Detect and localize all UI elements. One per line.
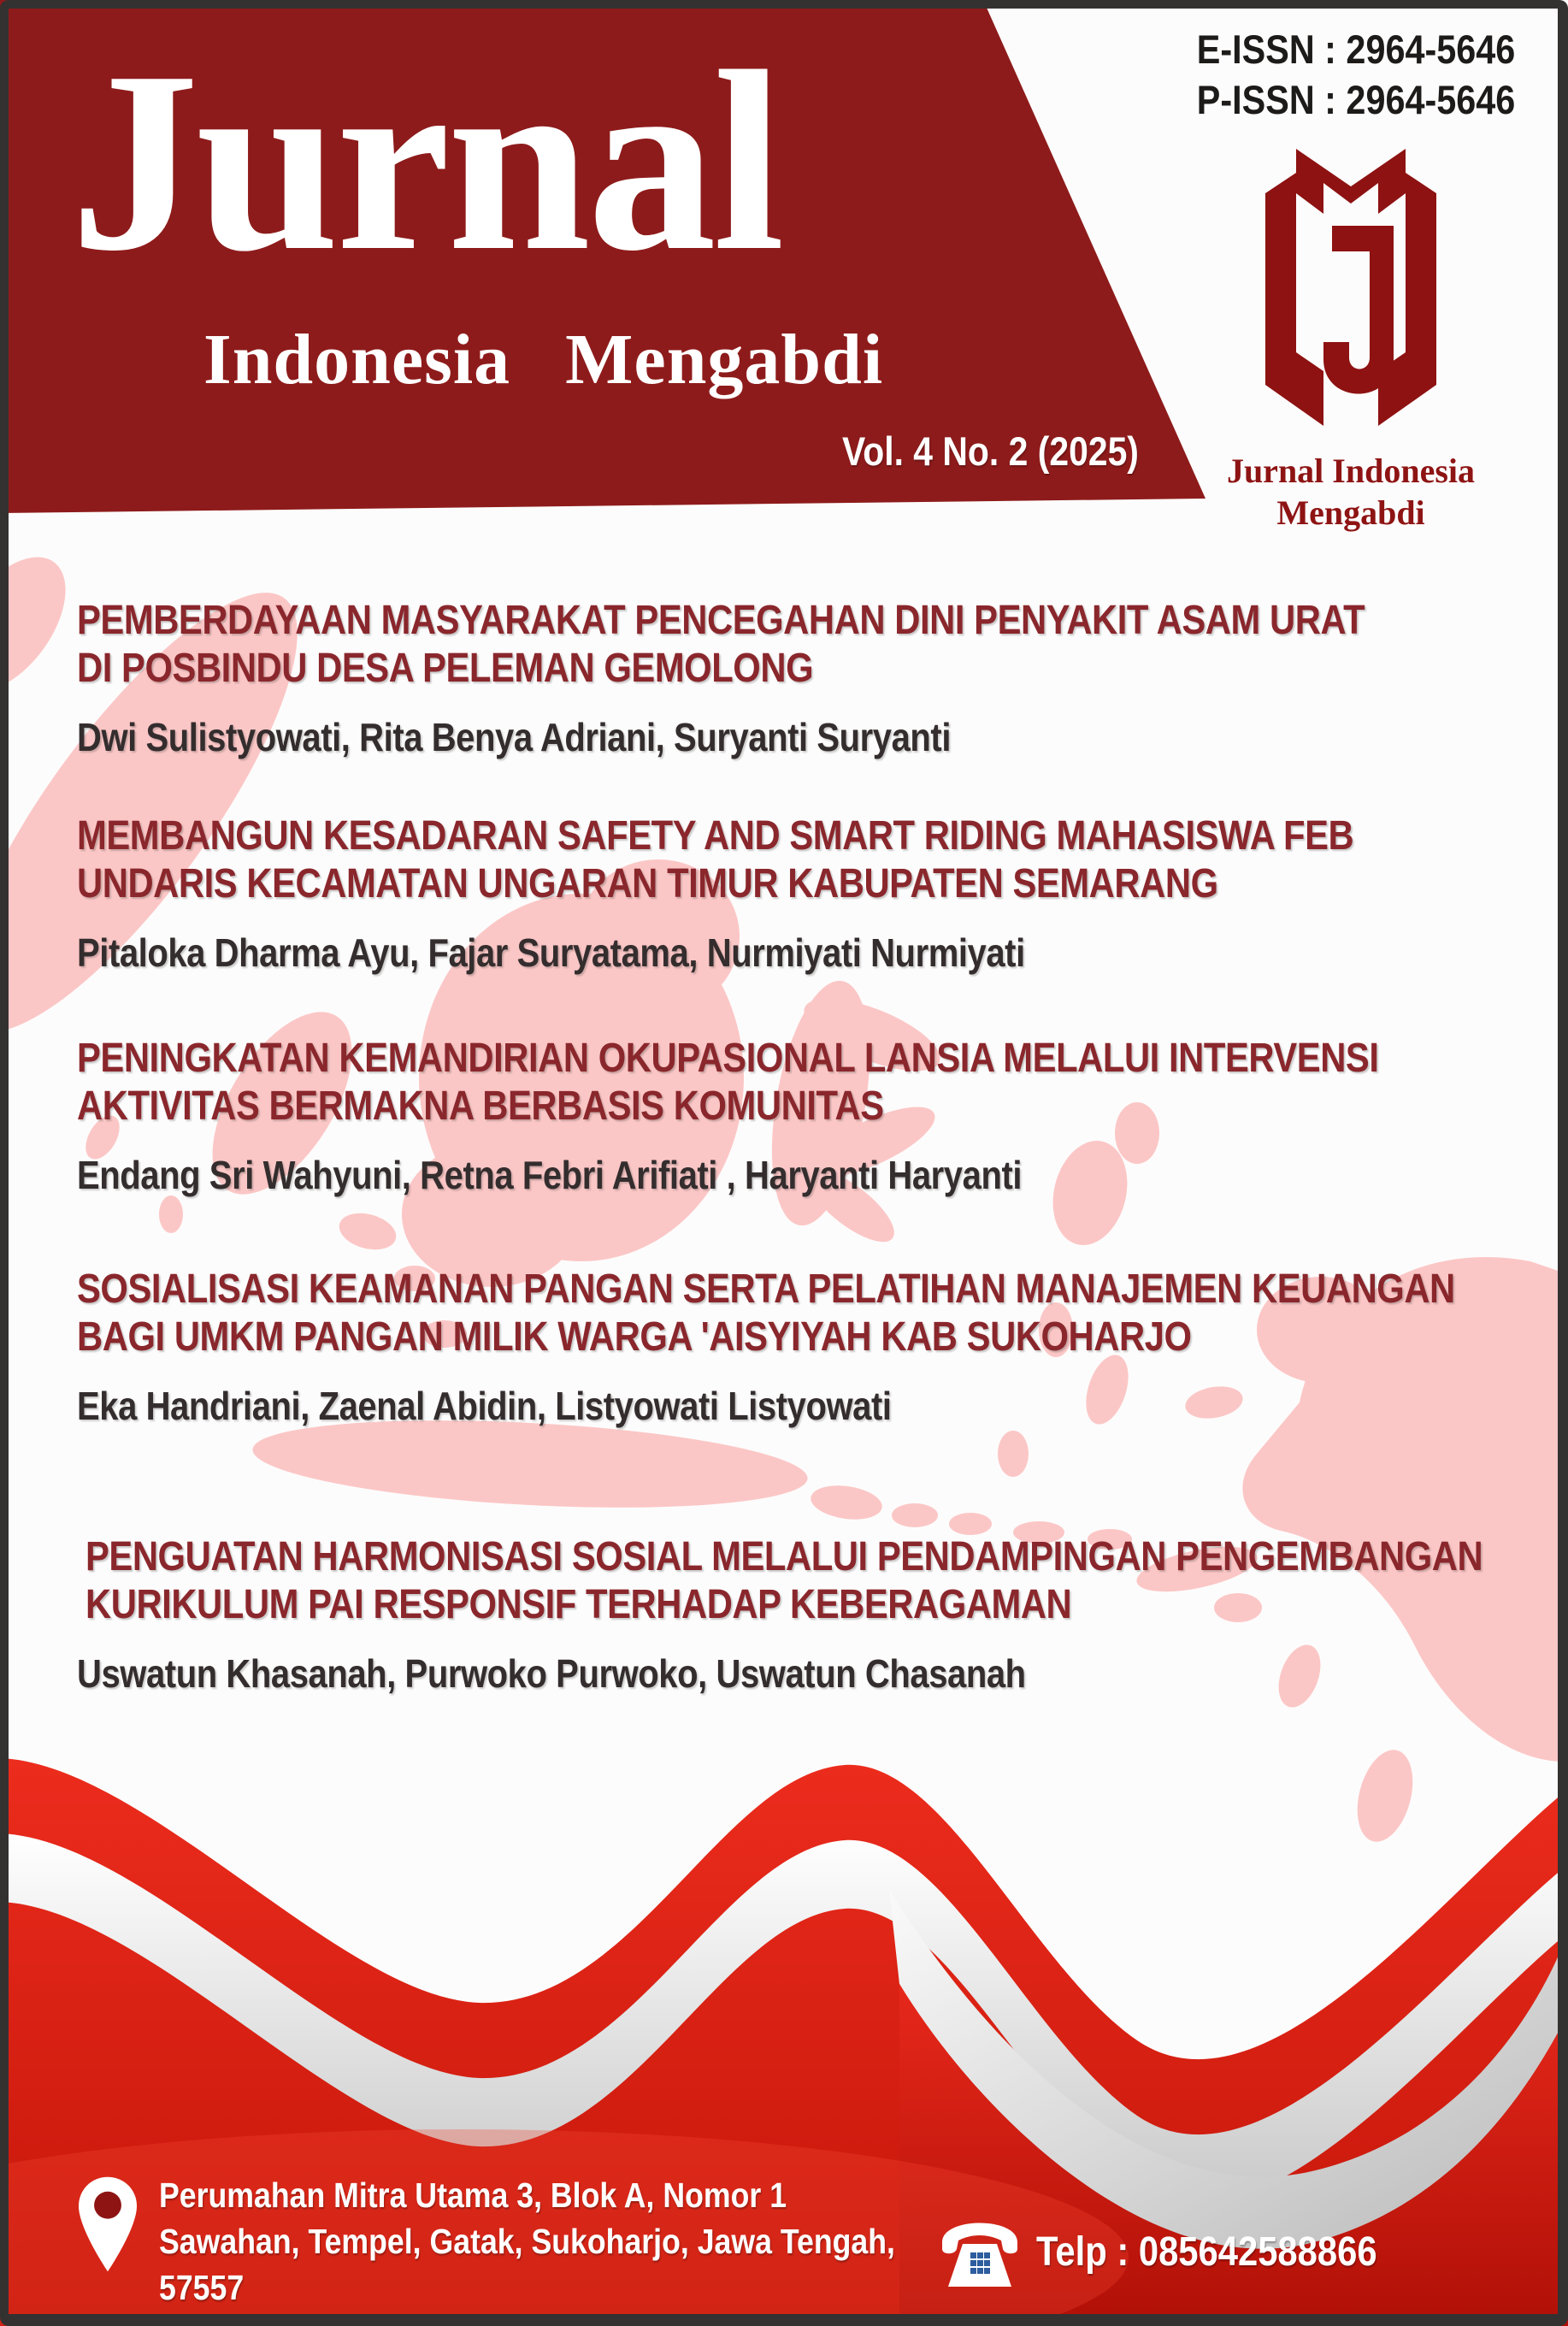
article-entry-4: [77, 1266, 1530, 1429]
phone-number-label: Telp : 085642588866: [1036, 2229, 1377, 2275]
p-issn-label: P-ISSN : 2964-5646: [1196, 77, 1515, 122]
article-authors: Uswatun Khasanah, Purwoko Purwoko, Uswatun Chasanah: [77, 1651, 1026, 1696]
journal-title: Jurnal: [70, 19, 781, 304]
article-title: MEMBANGUN KESADARAN SAFETY AND SMART RIDING MAHASISWA FEB UNDARIS KECAMATAN UNGARAN TIMUR KABUPATEN SEMARANG: [77, 813, 1354, 906]
volume-issue-label: Vol. 4 No. 2 (2025): [842, 428, 1139, 474]
address-line2: Sawahan, Tempel, Gatak, Sukoharjo, Jawa Tengah,: [159, 2222, 895, 2261]
journal-logo-icon: [1241, 144, 1460, 445]
article-title: PEMBERDAYAAN MASYARAKAT PENCEGAHAN DINI PENYAKIT ASAM URAT DI POSBINDU DESA PELEMAN GEMOLONG: [77, 598, 1365, 691]
article-title: PENINGKATAN KEMANDIRIAN OKUPASIONAL LANSIA MELALUI INTERVENSI AKTIVITAS BERMAKNA BERBASIS KOMUNITAS: [77, 1036, 1379, 1129]
article-authors: Dwi Sulistyowati, Rita Benya Adriani, Suryanti Suryanti: [77, 715, 952, 759]
telephone-icon: [937, 2211, 1023, 2290]
article-entry-5: [77, 1533, 1539, 1697]
e-issn-label: E-ISSN : 2964-5646: [1196, 27, 1515, 72]
article-authors: Endang Sri Wahyuni, Retna Febri Arifiati , Haryanti Haryanti: [77, 1153, 1023, 1197]
issn-block: [1153, 24, 1515, 125]
address-block: [159, 2172, 1005, 2311]
logo-caption-line1: Jurnal Indonesia: [1226, 452, 1476, 490]
article-entry-1: [77, 597, 1530, 760]
logo-caption-line2: Mengabdi: [1276, 493, 1425, 532]
location-pin-icon: [79, 2174, 137, 2275]
address-line3: 57557: [159, 2268, 245, 2307]
article-authors: Pitaloka Dharma Ayu, Fajar Suryatama, Nurmiyati Nurmiyati: [77, 930, 1025, 975]
journal-subtitle: Indonesia Mengabdi: [203, 320, 884, 399]
article-title: PENGUATAN HARMONISASI SOSIAL MELALUI PENDAMPINGAN PENGEMBANGAN KURIKULUM PAI RESPONSIF TERHADAP KEBERAGAMAN: [85, 1534, 1483, 1627]
logo-caption: [1197, 450, 1505, 534]
article-title: SOSIALISASI KEAMANAN PANGAN SERTA PELATIHAN MANAJEMEN KEUANGAN BAGI UMKM PANGAN MILIK WARGA 'AISYIYAH KAB SUKOHARJO: [77, 1266, 1455, 1360]
article-entry-2: [77, 812, 1530, 976]
article-authors: Eka Handriani, Zaenal Abidin, Listyowati Listyowati: [77, 1384, 892, 1428]
article-entry-3: [77, 1035, 1530, 1198]
address-line1: Perumahan Mitra Utama 3, Blok A, Nomor 1: [159, 2175, 787, 2215]
